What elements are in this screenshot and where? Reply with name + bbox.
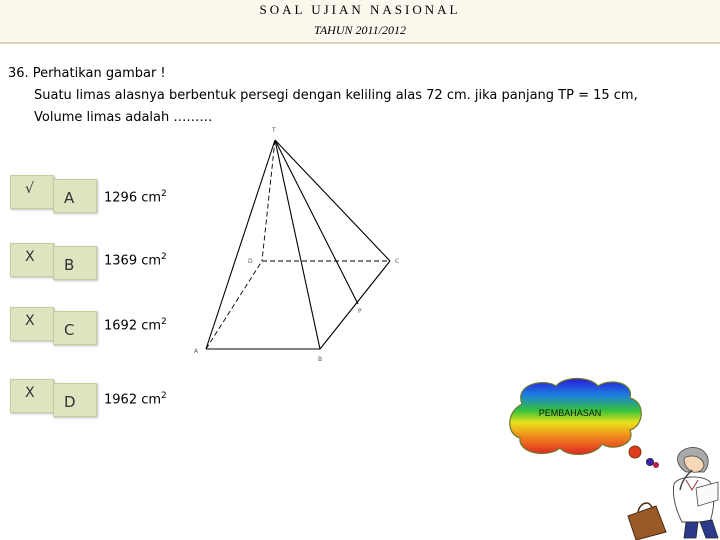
label-c: C xyxy=(395,258,400,265)
edge-bc xyxy=(320,261,390,349)
option-d-value: 1962 cm xyxy=(104,392,162,408)
edge-ta xyxy=(206,140,275,349)
option-a-button[interactable]: A xyxy=(53,179,97,213)
option-a-mark: √ xyxy=(10,175,54,209)
option-b-value: 1369 cm xyxy=(104,253,162,269)
question-text-line-3: Volume limas adalah ……… xyxy=(34,110,213,125)
option-b-button[interactable]: B xyxy=(53,246,97,280)
pyramid-diagram xyxy=(190,118,410,368)
exam-year: TAHUN 2011/2012 xyxy=(314,23,406,37)
label-p: P xyxy=(358,308,362,315)
option-c-mark: X xyxy=(10,307,54,341)
edge-tb xyxy=(275,140,320,349)
option-b-unit-superscript: 2 xyxy=(161,252,167,262)
option-c-unit-superscript: 2 xyxy=(161,317,167,327)
edge-tp xyxy=(275,140,358,304)
option-b-answer xyxy=(104,252,167,268)
label-b: B xyxy=(318,356,323,363)
cloud-shape[interactable] xyxy=(510,379,642,455)
option-c-answer xyxy=(104,317,167,333)
exam-title: SOAL UJIAN NASIONAL xyxy=(259,2,461,17)
option-d-mark: X xyxy=(10,379,54,413)
option-c-value: 1692 cm xyxy=(104,318,162,334)
option-d-answer xyxy=(104,391,167,407)
option-d-unit-superscript: 2 xyxy=(161,391,167,401)
pembahasan-label: PEMBAHASAN xyxy=(538,408,602,418)
edge-tc xyxy=(275,140,390,261)
option-d-button[interactable]: D xyxy=(53,383,97,417)
header-banner xyxy=(0,0,720,44)
question-text-line-2: Suatu limas alasnya berbentuk persegi dengan keliling alas 72 cm. jika panjang TP = 15 cm, xyxy=(34,88,638,103)
edge-ad-hidden xyxy=(206,261,262,349)
option-a-answer xyxy=(104,189,167,205)
question-number-line: 36. Perhatikan gambar ! xyxy=(8,66,166,81)
label-d: D xyxy=(248,258,253,265)
label-a: A xyxy=(194,348,199,355)
thinking-student-illustration xyxy=(626,440,720,540)
option-b-mark: X xyxy=(10,243,54,277)
option-c-button[interactable]: C xyxy=(53,311,97,345)
option-a-value: 1296 cm xyxy=(104,190,162,206)
thought-bubble-small xyxy=(653,462,659,468)
label-t: T xyxy=(272,127,276,134)
option-a-unit-superscript: 2 xyxy=(161,189,167,199)
